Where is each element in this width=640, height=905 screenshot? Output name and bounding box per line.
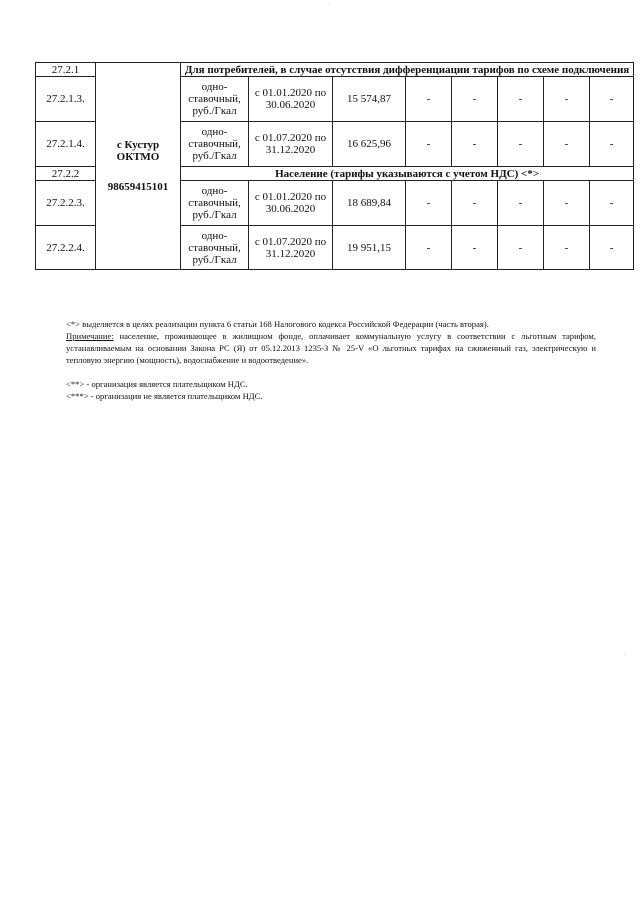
dash-cell: -: [406, 122, 452, 167]
dash-cell: -: [498, 122, 544, 167]
row-number: 27.2.2.4.: [36, 226, 96, 270]
dash-cell: -: [498, 181, 544, 226]
dash-cell: -: [590, 122, 634, 167]
dash-cell: -: [590, 181, 634, 226]
rate-type: одно-ставочный, руб./Гкал: [181, 122, 249, 167]
dash-cell: -: [498, 226, 544, 270]
note-text: население, проживающее в жилищном фонде, оплачивает коммунальную услугу в соответствии с льготным тарифом, устанавливаемым на основании Закона РС (Я) от 05.12.2013 1235-З № 25-V «О льготных тарифах на сжиженный газ, электрическую и тепловую энергию (мощность), водоснабжение и водоотведение».: [66, 331, 596, 365]
footnote-non-vat-payer: <***> - организация не является плательщиком НДС.: [66, 391, 263, 401]
tariff-value: 16 625,96: [333, 122, 406, 167]
scan-speck: ·: [328, 2, 330, 8]
dash-cell: -: [590, 226, 634, 270]
dash-cell: -: [544, 122, 590, 167]
table-row: [36, 63, 634, 77]
period: с 01.01.2020 по 30.06.2020: [249, 181, 333, 226]
rate-type: одно-ставочный, руб./Гкал: [181, 77, 249, 122]
period: с 01.01.2020 по 30.06.2020: [249, 77, 333, 122]
tariff-value: 19 951,15: [333, 226, 406, 270]
footnote-vat: <*> выделяется в целях реализации пункта 6 статьи 168 Налогового кодекса Российской Федерации (часть вторая).: [66, 319, 489, 329]
dash-cell: -: [452, 181, 498, 226]
section-header: Население (тарифы указываются с учетом НДС) <*>: [181, 167, 634, 181]
scan-speck: ·: [624, 652, 626, 658]
dash-cell: -: [406, 77, 452, 122]
dash-cell: -: [452, 226, 498, 270]
tariff-value: 18 689,84: [333, 181, 406, 226]
dash-cell: -: [406, 181, 452, 226]
note-paragraph: [66, 330, 596, 366]
dash-cell: -: [544, 226, 590, 270]
period: с 01.07.2020 по 31.12.2020: [249, 122, 333, 167]
rate-type: одно-ставочный, руб./Гкал: [181, 226, 249, 270]
settlement-cell: [96, 63, 181, 270]
oktmo-code: 98659415101: [107, 181, 169, 193]
dash-cell: -: [544, 77, 590, 122]
dash-cell: -: [544, 181, 590, 226]
oktmo-label: ОКТМО: [116, 151, 160, 163]
dash-cell: -: [452, 122, 498, 167]
period: с 01.07.2020 по 31.12.2020: [249, 226, 333, 270]
row-number: 27.2.2.3.: [36, 181, 96, 226]
row-number: 27.2.1.3.: [36, 77, 96, 122]
row-number: 27.2.1.4.: [36, 122, 96, 167]
rate-type: одно-ставочный, руб./Гкал: [181, 181, 249, 226]
settlement-name: с Кустур: [116, 139, 160, 151]
footnote-vat-payer: <**> - организация является плательщиком НДС.: [66, 379, 248, 389]
row-number: 27.2.2: [36, 167, 96, 181]
row-number: 27.2.1: [36, 63, 96, 77]
tariff-table: [35, 62, 634, 270]
dash-cell: -: [406, 226, 452, 270]
dash-cell: -: [452, 77, 498, 122]
dash-cell: -: [590, 77, 634, 122]
section-header: Для потребителей, в случае отсутствия дифференциации тарифов по схеме подключения: [181, 63, 634, 77]
note-label: Примечание:: [66, 331, 114, 341]
dash-cell: -: [498, 77, 544, 122]
tariff-value: 15 574,87: [333, 77, 406, 122]
notes-block: [66, 318, 596, 402]
